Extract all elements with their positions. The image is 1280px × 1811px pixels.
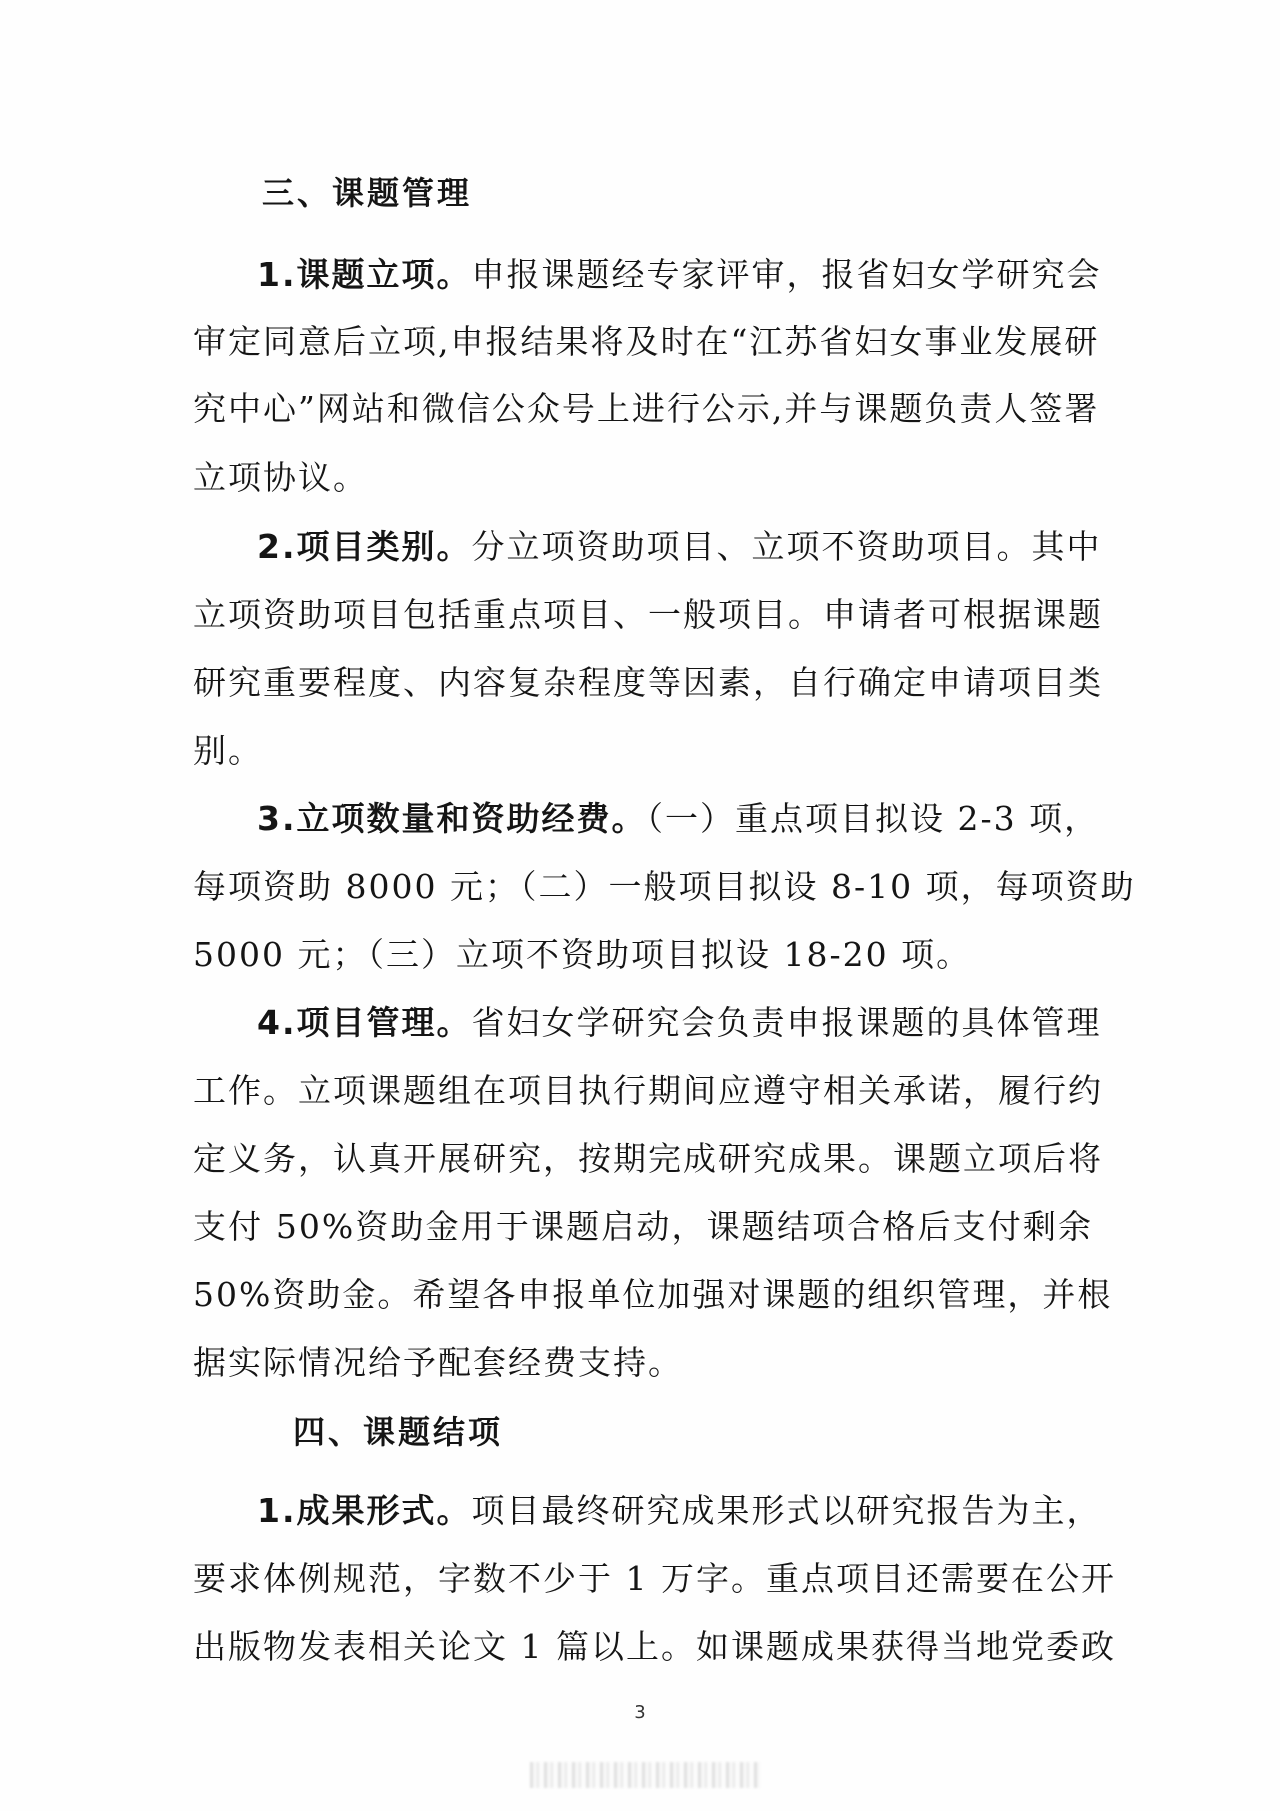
item-3-line-1: （一）重点项目拟设 2-3 项， xyxy=(646,799,1100,838)
paragraph-line xyxy=(257,799,1100,839)
paragraph-line: 别。 xyxy=(193,731,263,770)
paragraph-line: 审定同意后立项,申报结果将及时在“江苏省妇女事业发展研 xyxy=(193,322,1100,361)
s4-item-1-lead: 1.成果形式。 xyxy=(257,1491,472,1530)
paragraph-line: 定义务，认真开展研究，按期完成研究成果。课题立项后将 xyxy=(193,1139,1103,1178)
paragraph-line: 研究重要程度、内容复杂程度等因素，自行确定申请项目类 xyxy=(193,663,1103,702)
item-4-lead: 4.项目管理。 xyxy=(257,1003,472,1042)
item-2-line-1: 分立项资助项目、立项不资助项目。其中 xyxy=(471,527,1102,566)
page-number: 3 xyxy=(634,1702,646,1723)
item-4-line-1: 省妇女学研究会负责申报课题的具体管理 xyxy=(471,1003,1102,1042)
section-3-heading: 三、课题管理 xyxy=(262,174,473,212)
paragraph-line: 立项协议。 xyxy=(193,458,368,497)
paragraph-line xyxy=(257,1003,1102,1043)
paragraph-line: 工作。立项课题组在项目执行期间应遵守相关承诺，履行约 xyxy=(193,1071,1103,1110)
item-1-lead: 1.课题立项。 xyxy=(257,255,472,294)
paragraph-line xyxy=(257,1491,1102,1531)
section-4-heading: 四、课题结项 xyxy=(293,1413,504,1451)
paragraph-line: 支付 50%资助金用于课题启动，课题结项合格后支付剩余 xyxy=(193,1207,1093,1246)
paragraph-line xyxy=(257,255,1102,295)
paragraph-line: 出版物发表相关论文 1 篇以上。如课题成果获得当地党委政 xyxy=(193,1627,1116,1666)
scan-artifact xyxy=(530,1762,760,1788)
paragraph-line: 5000 元；（三）立项不资助项目拟设 18-20 项。 xyxy=(193,935,972,974)
paragraph-line: 50%资助金。希望各申报单位加强对课题的组织管理，并根 xyxy=(193,1275,1113,1314)
paragraph-line: 立项资助项目包括重点项目、一般项目。申请者可根据课题 xyxy=(193,595,1103,634)
paragraph-line: 要求体例规范，字数不少于 1 万字。重点项目还需要在公开 xyxy=(193,1559,1116,1598)
paragraph-line xyxy=(257,527,1102,567)
paragraph-line: 据实际情况给予配套经费支持。 xyxy=(193,1343,683,1382)
item-1-line-1: 申报课题经专家评审，报省妇女学研究会 xyxy=(471,255,1102,294)
item-2-lead: 2.项目类别。 xyxy=(257,527,472,566)
item-3-lead: 3.立项数量和资助经费。 xyxy=(257,799,647,838)
paragraph-line: 每项资助 8000 元；（二）一般项目拟设 8-10 项，每项资助 xyxy=(193,867,1136,906)
paragraph-line: 究中心”网站和微信公众号上进行公示,并与课题负责人签署 xyxy=(193,389,1100,428)
s4-item-1-line-1: 项目最终研究成果形式以研究报告为主， xyxy=(471,1491,1102,1530)
